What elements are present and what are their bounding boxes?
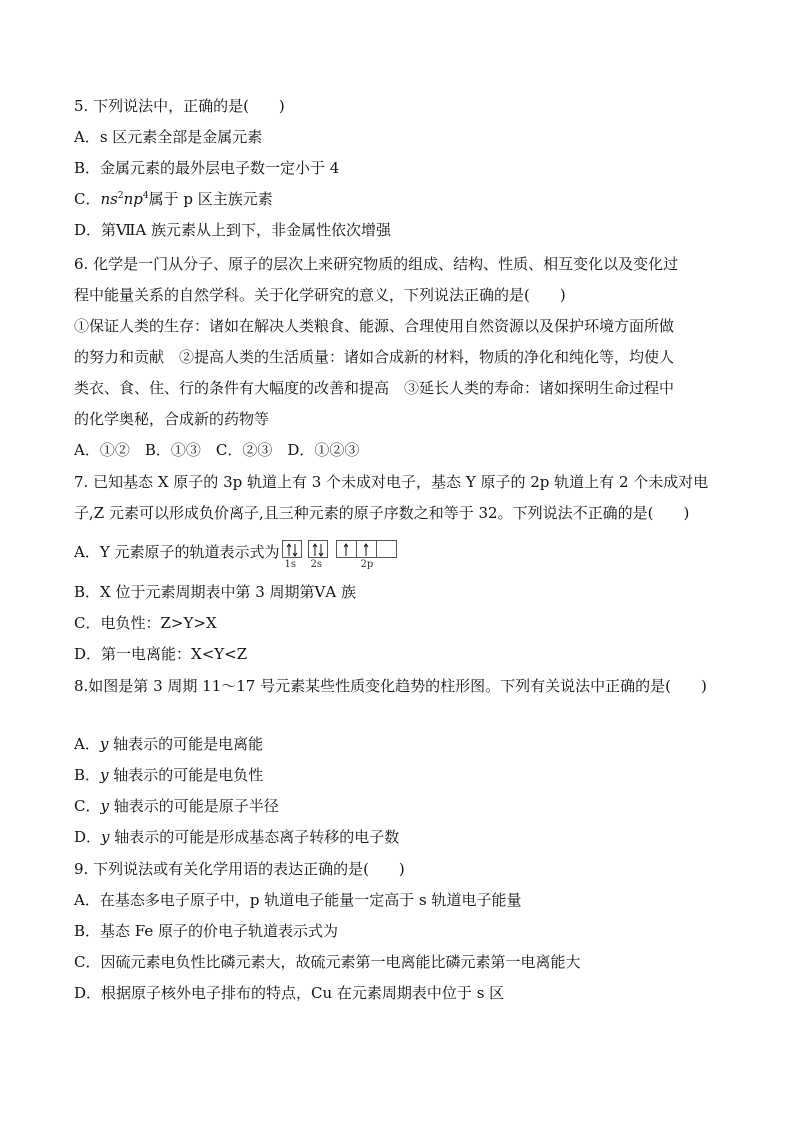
q8-stem: 8.如图是第 3 周期 11～17 号元素某些性质变化趋势的柱形图。下列有关说法中正确的是( ) [74, 677, 707, 695]
q9-stem: 9. 下列说法或有关化学用语的表达正确的是( ) [74, 860, 405, 878]
q8-a-text: 轴表示的可能是电离能 [108, 735, 264, 753]
orbital-box-2s [308, 540, 328, 558]
single-electron-icon [357, 542, 376, 558]
q8-option-c [74, 796, 279, 816]
q6-line-4: 的努力和贡献 ②提高人类的生活质量：诸如合成新的材料，物质的净化和纯化等，均使人 [74, 348, 675, 366]
q7-line-2: 子,Z 元素可以形成负价离子,且三种元素的原子序数之和等于 32。下列说法不正确的是( ) [74, 504, 690, 522]
orbital-label-1s: 1s [284, 559, 297, 570]
q8-option-b [74, 765, 263, 785]
q9-option-b: B．基态 Fe 原子的价电子轨道表示式为 [74, 922, 339, 940]
q6-options: A．①② B．①③ C．②③ D．①②③ [74, 441, 360, 459]
q8-b-text: 轴表示的可能是电负性 [108, 766, 264, 784]
q5-option-c [74, 189, 273, 209]
q5-c-ns: ns [100, 190, 118, 208]
q9-option-d: D．根据原子核外电子排布的特点，Cu 在元素周期表中位于 s 区 [74, 984, 505, 1002]
orbital-label-2p: 2p [360, 559, 374, 570]
orbital-box-2p-1 [336, 540, 357, 558]
q9-option-c: C．因硫元素电负性比磷元素大，故硫元素第一电离能比磷元素第一电离能大 [74, 953, 581, 971]
q5-option-d: D．第ⅦA 族元素从上到下，非金属性依次增强 [74, 221, 391, 239]
q7-option-c: C．电负性：Z>Y>X [74, 614, 217, 632]
q8-d-label: D． [74, 828, 102, 846]
q7-a-text: A．Y 元素原子的轨道表示式为 [74, 543, 280, 561]
q8-b-label: B． [74, 766, 101, 784]
q8-option-a [74, 734, 263, 754]
q5-stem: 5. 下列说法中，正确的是( ) [74, 97, 285, 115]
q8-c-label: C． [74, 797, 101, 815]
q5-option-a: A．s 区元素全部是金属元素 [74, 128, 263, 146]
orbital-label-2s: 2s [310, 559, 323, 570]
q5-option-b: B．金属元素的最外层电子数一定小于 4 [74, 159, 340, 177]
q8-a-label: A． [74, 735, 100, 753]
q7-option-a [74, 540, 406, 570]
orbital-diagram [282, 540, 406, 570]
q7-line-1: 7. 已知基态 X 原子的 3p 轨道上有 3 个未成对电子，基态 Y 原子的 2p 轨道上有 2 个未成对电 [74, 473, 709, 491]
paired-electrons-icon [283, 542, 301, 558]
orbital-box-2p-3 [376, 540, 397, 558]
q6-line-2: 程中能量关系的自然学科。关于化学研究的意义，下列说法正确的是( ) [74, 286, 566, 304]
q5-c-np: np [123, 190, 143, 208]
q7-option-b: B．X 位于元素周期表中第 3 周期第ⅤA 族 [74, 583, 356, 601]
orbital-box-1s [282, 540, 302, 558]
q6-line-6: 的化学奥秘，合成新的药物等 [74, 410, 270, 428]
q5-c-rest: 属于 p 区主族元素 [148, 190, 273, 208]
single-electron-icon [337, 542, 356, 558]
q5-c-sup2: 4 [142, 191, 149, 201]
q8-option-d [74, 827, 399, 847]
q6-line-5: 类衣、食、住、行的条件有大幅度的改善和提高 ③延长人类的寿命：诸如探明生命过程中 [74, 379, 675, 397]
q6-line-3: ①保证人类的生存：诸如在解决人类粮食、能源、合理使用自然资源以及保护环境方面所做 [74, 317, 675, 335]
paired-electrons-icon [309, 542, 327, 558]
q8-a-var: y [99, 735, 109, 753]
q6-line-1: 6. 化学是一门从分子、原子的层次上来研究物质的组成、结构、性质、相互变化以及变化过 [74, 255, 679, 273]
q8-d-text: 轴表示的可能是形成基态离子转移的电子数 [109, 828, 400, 846]
q8-c-var: y [100, 797, 109, 815]
q9-option-a: A．在基态多电子原子中，p 轨道电子能量一定高于 s 轨道电子能量 [74, 891, 522, 909]
q8-b-var: y [100, 766, 109, 784]
q8-c-text: 轴表示的可能是原子半径 [108, 797, 279, 815]
q5-c-label: C． [74, 190, 101, 208]
q8-d-var: y [101, 828, 110, 846]
q5-c-sup1: 2 [117, 191, 124, 201]
q7-option-d: D．第一电离能：X<Y<Z [74, 645, 248, 663]
orbital-box-2p-2 [356, 540, 377, 558]
